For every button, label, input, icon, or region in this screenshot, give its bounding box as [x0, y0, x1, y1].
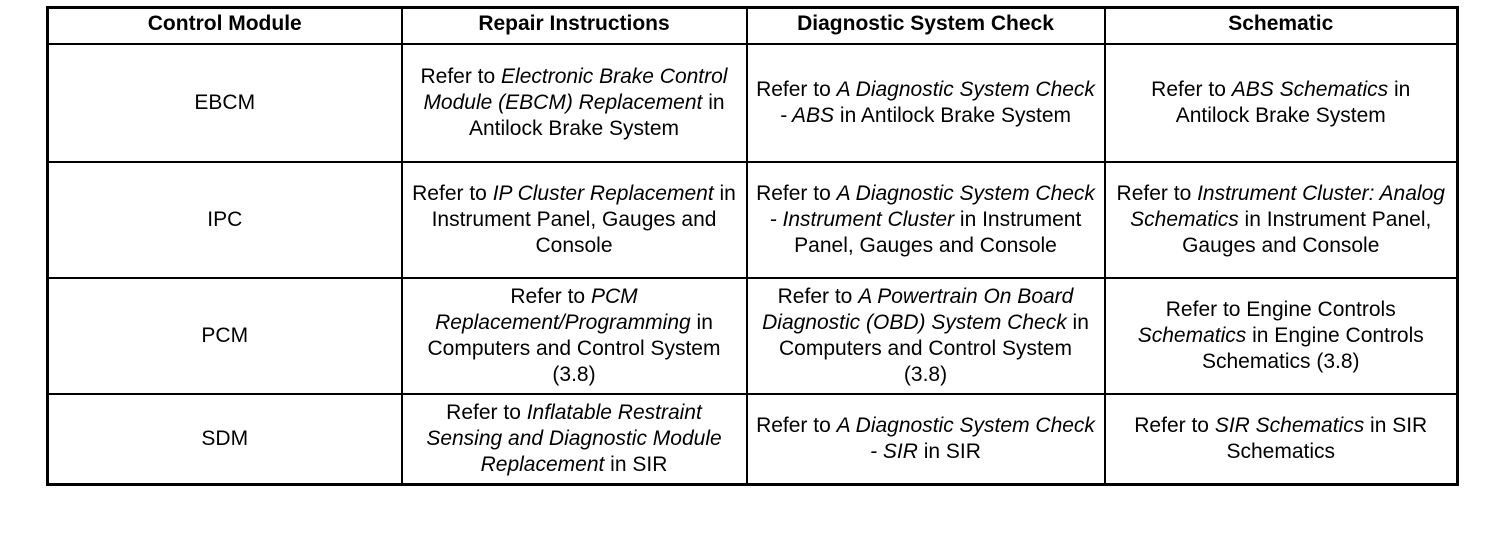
reference-title-text: PCM Replacement/Programming [435, 285, 691, 334]
diagnostic-cell [747, 44, 1105, 162]
header-control-module: Control Module [48, 8, 402, 45]
module-cell: SDM [48, 394, 402, 485]
reference-text: in SIR [917, 440, 981, 463]
repair-cell [402, 44, 747, 162]
module-cell: EBCM [48, 44, 402, 162]
table-row [48, 44, 1458, 162]
reference-title-text: Electronic Brake Control Module (EBCM) Replacement [423, 65, 728, 114]
reference-text: Refer to [756, 182, 837, 205]
reference-text: in Instrument Panel, Gauges and Console [431, 182, 736, 257]
module-cell: IPC [48, 162, 402, 278]
module-cell: PCM [48, 278, 402, 394]
reference-text: in Antilock Brake System [834, 104, 1071, 127]
header-diagnostic-system-check: Diagnostic System Check [747, 8, 1105, 45]
diagnostic-cell [747, 162, 1105, 278]
reference-text: Refer to [446, 401, 527, 424]
repair-cell [402, 394, 747, 485]
reference-text: Refer to [756, 414, 837, 437]
reference-text: in Instrument Panel, Gauges and Console [794, 208, 1082, 257]
reference-text: in Computers and Control System (3.8) [427, 311, 721, 386]
schematic-cell [1105, 394, 1458, 485]
reference-text: Refer to Engine Controls [1165, 298, 1396, 321]
table-row [48, 278, 1458, 394]
reference-text: Refer to [756, 78, 837, 101]
reference-text: Refer to [1151, 78, 1232, 101]
reference-text: in Antilock Brake System [468, 91, 725, 140]
reference-title-text: A Diagnostic System Check - ABS [779, 78, 1095, 127]
reference-text: Refer to [777, 285, 859, 308]
reference-text: in Instrument Panel, Gauges and Console [1182, 208, 1432, 257]
diagnostic-cell [747, 278, 1105, 394]
reference-title-text: SIR Schematics [1214, 414, 1365, 437]
reference-text: in Engine Controls Schematics (3.8) [1201, 324, 1424, 373]
table-row [48, 394, 1458, 485]
reference-title-text: A Diagnostic System Check - SIR [836, 414, 1095, 463]
reference-title-text: A Diagnostic System Check - Instrument Cluster [769, 182, 1095, 231]
header-repair-instructions: Repair Instructions [402, 8, 747, 45]
reference-text: Refer to [420, 65, 502, 88]
schematic-cell [1105, 44, 1458, 162]
schematic-cell [1105, 162, 1458, 278]
reference-text: Refer to [510, 285, 591, 308]
schematic-cell [1105, 278, 1458, 394]
reference-title-text: A Powertrain On Board Diagnostic (OBD) System Check [762, 285, 1074, 334]
diagnostic-cell [747, 394, 1105, 485]
repair-cell [402, 162, 747, 278]
reference-text: Refer to [1134, 414, 1215, 437]
header-schematic: Schematic [1105, 8, 1458, 45]
reference-text: in SIR [604, 453, 668, 476]
table-row [48, 162, 1458, 278]
header-row [48, 8, 1458, 45]
reference-text: Refer to [1116, 182, 1198, 205]
repair-cell [402, 278, 747, 394]
control-module-reference-table [46, 6, 1459, 486]
reference-title-text: Inflatable Restraint Sensing and Diagnostic Module Replacement [426, 401, 722, 476]
reference-title-text: Schematics [1137, 324, 1247, 347]
reference-title-text: IP Cluster Replacement [492, 182, 714, 205]
reference-text: Refer to [412, 182, 493, 205]
reference-title-text: Instrument Cluster: Analog Schematics [1130, 182, 1445, 231]
reference-title-text: ABS Schematics [1231, 78, 1389, 101]
reference-text: in Antilock Brake System [1175, 78, 1411, 127]
reference-text: in SIR Schematics [1226, 414, 1428, 463]
reference-text: in Computers and Control System (3.8) [779, 311, 1089, 386]
